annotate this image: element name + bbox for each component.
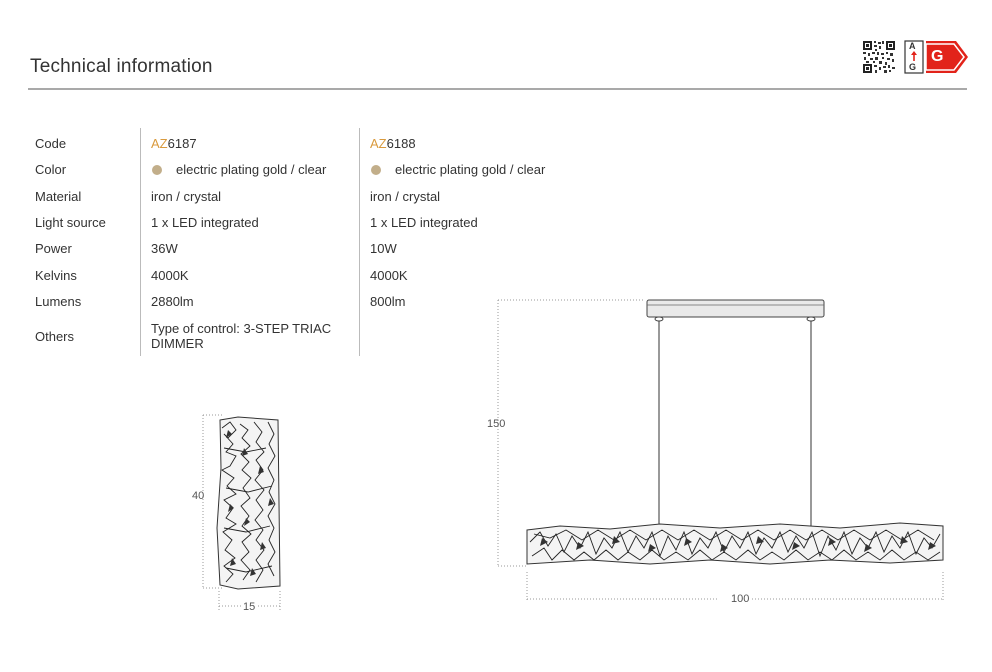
product-color [151,162,326,177]
code-prefix: AZ [370,136,387,151]
color-swatch [371,165,381,175]
product-kelvins: 4000K [370,268,408,283]
product-code [151,136,197,151]
label-light-source: Light source [35,215,106,230]
label-kelvins: Kelvins [35,268,77,283]
product-light-source: 1 x LED integrated [151,215,259,230]
column-divider [140,128,141,356]
header-divider [28,88,967,90]
label-code: Code [35,136,67,151]
code-number: 6187 [167,136,197,151]
product-light-source: 1 x LED integrated [370,215,478,230]
side-view-drawing [186,408,296,618]
product-others [151,321,331,351]
product-code [370,136,416,151]
code-number: 6188 [386,136,416,151]
product-power: 36W [151,241,178,256]
label-others: Others [35,329,75,344]
color-value: electric plating gold / clear [395,162,546,177]
page-title: Technical information [30,56,213,77]
energy-scale-top: A [909,41,916,51]
energy-label [904,40,970,74]
product-lumens: 2880lm [151,294,194,309]
color-value: electric plating gold / clear [176,162,327,177]
side-view-crystal-body [217,417,280,589]
product-material: iron / crystal [370,189,441,204]
front-view-drawing [490,290,960,615]
code-prefix: AZ [151,136,168,151]
ceiling-canopy [647,300,824,321]
product-kelvins: 4000K [151,268,189,283]
label-color: Color [35,162,67,177]
product-lumens: 800lm [370,294,406,309]
front-width-dimension: 100 [731,593,750,605]
side-width-dimension: 15 [243,601,256,613]
side-height-dimension: 40 [192,490,205,502]
product-color [370,162,545,177]
label-power: Power [35,241,72,256]
column-divider [359,128,360,356]
energy-class-letter: G [931,48,944,65]
label-material: Material [35,189,82,204]
front-height-dimension: 150 [487,418,506,430]
color-swatch [152,165,162,175]
energy-scale-bottom: G [909,62,917,72]
label-lumens: Lumens [35,294,82,309]
crystal-bar [527,523,943,564]
product-material: iron / crystal [151,189,222,204]
qr-code-icon [862,40,896,74]
suspension-cables [659,321,811,526]
product-power: 10W [370,241,397,256]
others-line: DIMMER [151,336,204,351]
others-line: Type of control: 3-STEP TRIAC [151,321,332,336]
